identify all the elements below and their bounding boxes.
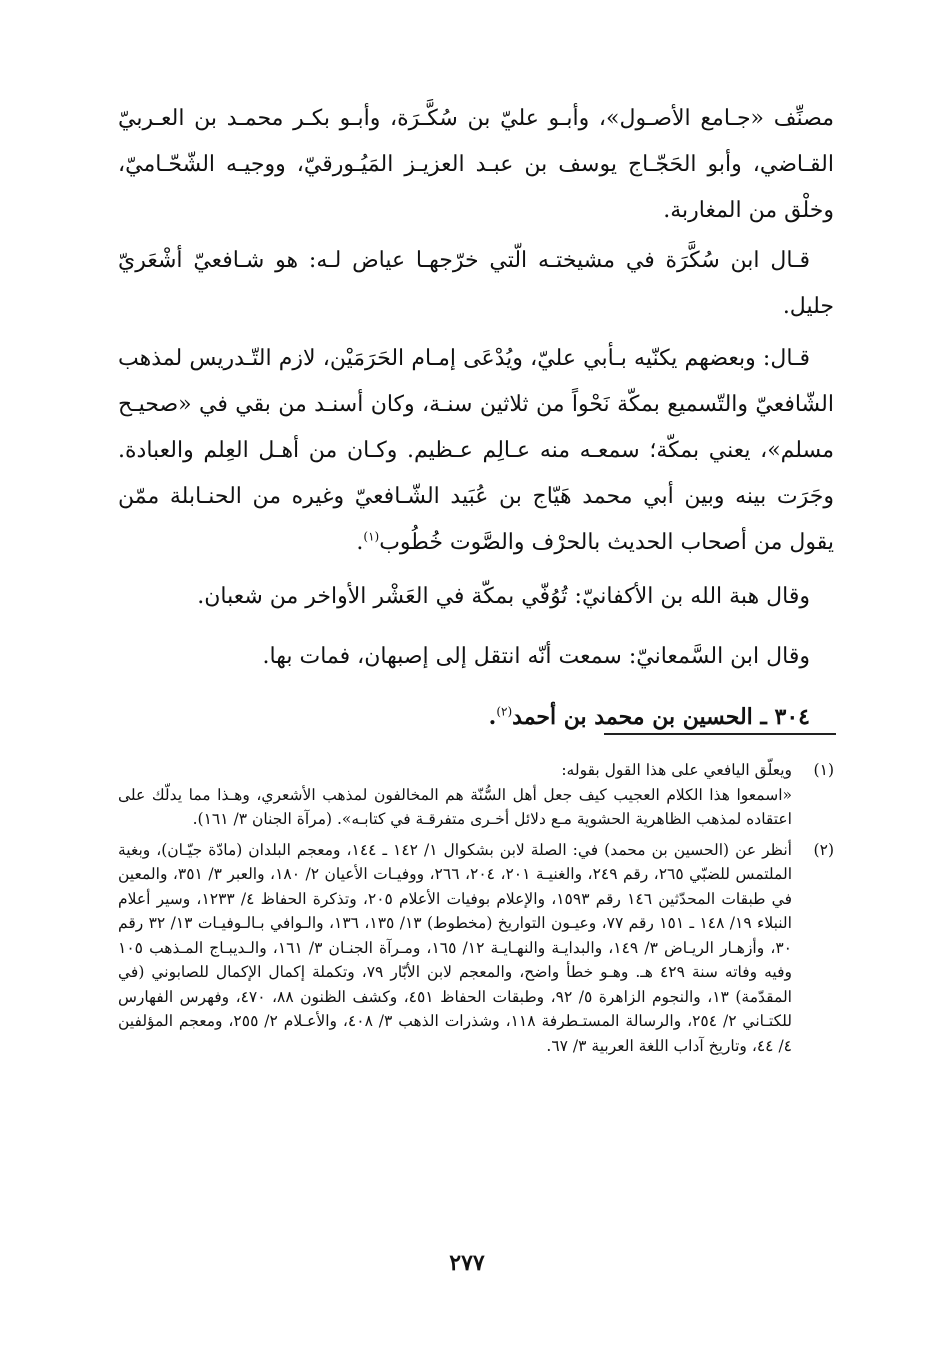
paragraph-3 [118, 336, 834, 566]
footnote-divider [604, 733, 836, 735]
footnotes [118, 758, 834, 1064]
paragraph-3-text: قـال: وبعضهم يكنّيه بـأبي عليّ، ويُدْعَى إمـام الحَرَمَيْن، لازم التّـدريس لمذهب الشّافعيّ والتّسميع بمكّة نَحْواً من ثلاثين سنـة، وكان أسنـد من بقي في «صحيـح مسلم»، يعني بمكّة؛ سمعـه منه عـالِم عـظيم. وكـان من أهـل العِلم والعبادة. وجَرَت بينه وبين أبي محمد هَيّاج بن عُبَيد الشّـافعيّ وغيره من الحنـابلة ممّن يقول من أصحاب الحديث بالحرْف والصَّوت خُطُوب [118, 346, 834, 555]
main-text [118, 96, 834, 740]
footnote-line: ويعلّق اليافعي على هذا القول بقوله: [561, 761, 792, 779]
footnote-2 [118, 838, 834, 1059]
paragraph-1: مصنِّف «جـامع الأصـول»، وأبـو عليّ بن سُكَّـرَة، وأبـو بكـر محمـد بن العـربيّ القـاضي، وأبو الحَجّـاج يوسف بن عبـد العزيـز المَيُـورقيّ، ووجيـه الشّحّـاميّ، وخلْق من المغاربة. [118, 106, 834, 223]
entry-heading-end: . [488, 704, 497, 730]
footnote-line: «اسمعوا هذا الكلام العجيب كيف جعل أهل السُّنّة هم المخالفون لمذهب الأشعري، وهـذا مما يدلّك على اعتقاده لمذهب الظاهرية الحشوية مـع دلائل أخـرى متفرقـة في كتابـه». (مرآة الجنان ٣/ ١٦١). [118, 785, 792, 828]
footnote-ref-2[interactable]: (٢) [496, 704, 513, 719]
paragraph-5: وقال ابن السَّمعانيّ: سمعت أنّه انتقل إلى إصبهان، فمات بها. [262, 644, 810, 669]
footnote-line: أنظر عن (الحسين بن محمد) في: الصلة لابن بشكوال ١/ ١٤٢ ـ ١٤٤، ومعجم البلدان (مادّة جيّـان)، وبغية الملتمس للضبّي ٢٦٥، رقم ٢٤٩، والغنيـة ٢٠١، ٢٠٤، ٢٦٦، ووفيـات الأعيان ٢/ ١٨٠، والعبر ٣/ ٣٥١، والمعين في طبقات المحدّثين ١٤٦ رقم ١٥٩٣، والإعلام بوفيات الأعلام ٢٠٥، وتذكرة الحفاظ ٤/ ١٢٣٣، وسير أعلام النبلاء ١٩/ ١٤٨ ـ ١٥١ رقم ٧٧، وعيـون التواريخ (مخطوط) ١٣/ ١٣٥، ١٣٦، والـوافي بـالـوفيـات ١٣/ ٣٢ رقم ٣٠، وأزهـار الريـاض ٣/ ١٤٩، والبدايـة والنهـايـة ١٢/ ١٦٥، ومـرآة الجنـان ٣/ ١٦١، والـديبـاج المـذهب ١٠٥ وفيه وفاته سنة ٤٢٩ هـ. وهـو خطأ واضح، والمعجم لابن الأبّار ٧٩، وتكملة إكمال الإكمال للصابوني (في المقدّمة) ١٣، والنجوم الزاهرة ٥/ ٩٢، وطبقات الحفاظ ٤٥١، وكشف الظنون ٨٨، ٤٧٠، وفهرس الفهارس للكتـاني ٢/ ٢٥٤، والرسالة المستـطرفة ١١٨، وشذرات الذهب ٣/ ٤٠٨، والأعـلام ٢/ ٢٥٥، ومعجم المؤلفين ٤/ ٤٤، وتاريخ آداب اللغة العربية ٣/ ٦٧. [118, 840, 793, 1055]
paragraph-3-end: . [356, 530, 364, 555]
entry-heading-text: ٣٠٤ ـ الحسين بن محمد بن أحمد [512, 704, 810, 730]
page-number: ٢٧٧ [449, 1250, 485, 1276]
paragraph-4: وقال هبة الله بن الأكفانيّ: تُوُفّي بمكّة في العَشْر الأواخر من شعبان. [197, 584, 810, 609]
footnote-number: (١) [813, 761, 834, 779]
footnote-number: (٢) [813, 840, 834, 859]
footnote-ref-1[interactable]: (١) [363, 529, 380, 544]
footnote-1 [118, 758, 834, 832]
paragraph-2: قـال ابن سُكَّرَة في مشيختـه الّتي خرّجهـا عياض لـه: هو شـافعيّ أشْعَريّ جليل. [118, 248, 834, 319]
